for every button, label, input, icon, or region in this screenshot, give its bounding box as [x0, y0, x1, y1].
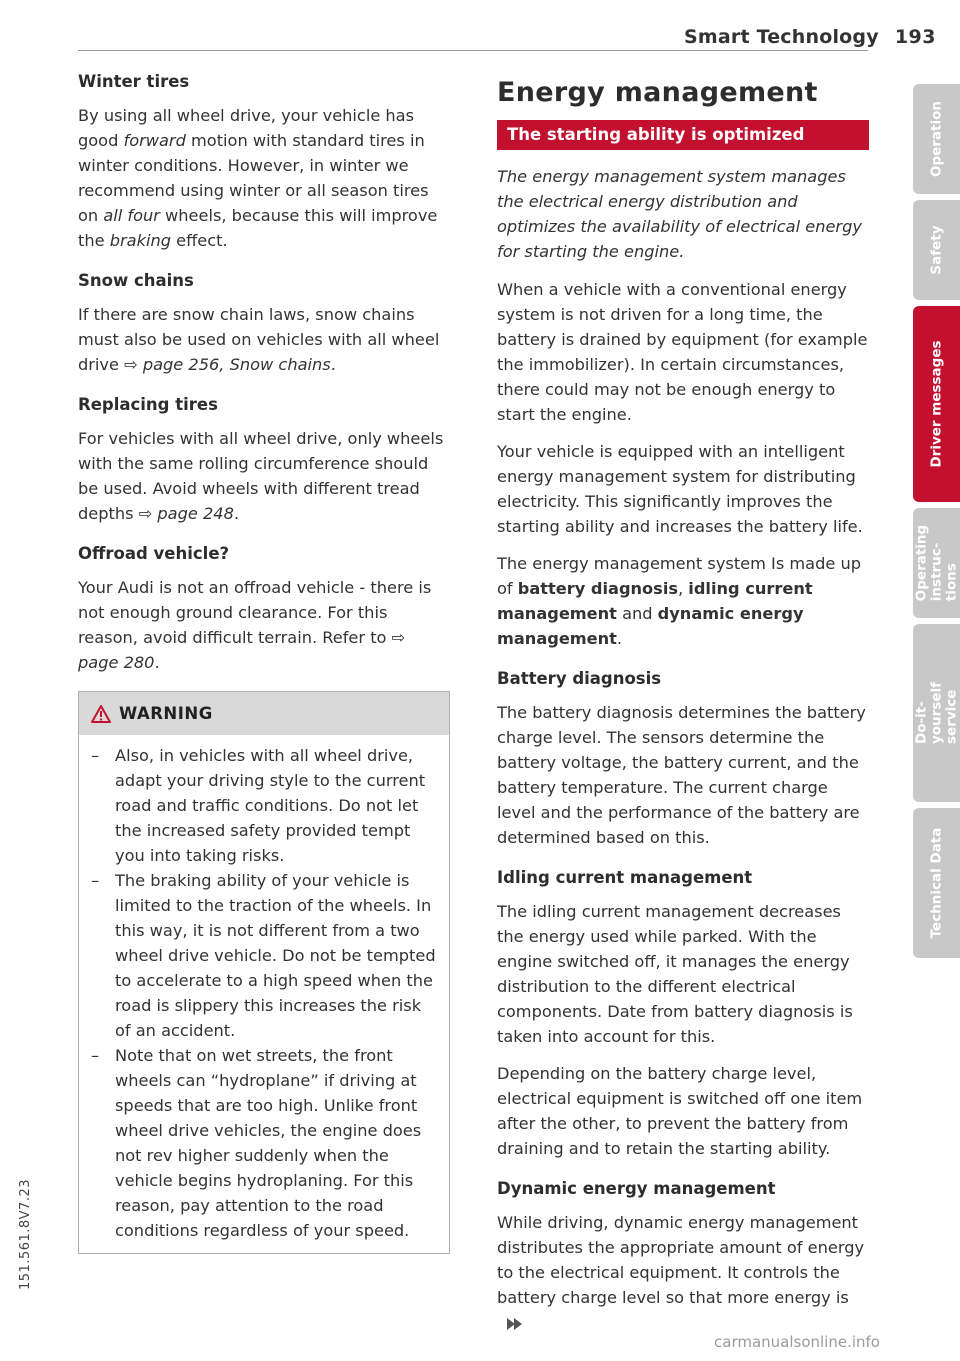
tab-technical-data[interactable]: Technical Data	[913, 808, 960, 958]
heading-dynamic-energy: Dynamic energy management	[497, 1179, 776, 1198]
heading-idling-current: Idling current management	[497, 868, 753, 887]
paragraph-replacing-tires: For vehicles with all wheel drive, only wheels with the same rolling circumference should be used. Avoid wheels with different tread depths ⇨ page 248.	[78, 429, 444, 523]
tab-safety[interactable]: Safety	[913, 200, 960, 300]
warning-title: WARNING	[119, 704, 213, 723]
tab-operating-instructions[interactable]: Operating instruc- tions	[913, 508, 960, 618]
tab-operation[interactable]: Operation	[913, 84, 960, 194]
paragraph-idling-current-1: The idling current management decreases the energy used while parked. With the engine switched off, it manages the energy distribution to the different electrical components. Date from battery diagnosis is taken into account for this.	[497, 902, 853, 1046]
page-number: 193	[894, 26, 936, 48]
warning-item: – The braking ability of your vehicle is limited to the traction of the wheels. In this way, it is not different from a two wheel drive vehicle. Do not be tempted to accelerate to a high speed when the road is slippery this increases the risk of an accident.	[91, 868, 437, 1043]
page-title: Energy management	[497, 77, 818, 108]
page-link-280[interactable]: ⇨ page 280	[78, 628, 406, 672]
watermark: carmanualsonline.info	[714, 1333, 880, 1351]
paragraph-snow-chains: If there are snow chain laws, snow chains must also be used on vehicles with all wheel drive ⇨ page 256, Snow chains.	[78, 305, 440, 374]
paragraph-intelligent-system: Your vehicle is equipped with an intelligent energy management system for distributing electricity. This significantly improves the starting ability and increases the battery life.	[497, 442, 863, 536]
document-code: 151.561.8V7.23	[18, 1179, 33, 1290]
warning-box	[78, 691, 450, 1254]
warning-item: – Note that on wet streets, the front wheels can “hydroplane” if driving at speeds that are too high. Unlike front wheel drive vehicles, the engine does not rev higher suddenly when the vehicle begins hydroplaning. For this reason, pay attention to the road conditions regardless of your speed.	[91, 1043, 437, 1243]
warning-list	[91, 743, 437, 1243]
right-column	[497, 70, 869, 1347]
left-column	[78, 70, 450, 1254]
paragraph-conventional-system: When a vehicle with a conventional energy system is not driven for a long time, the battery is drained by equipment (for example the immobilizer). In certain circumstances, there could may not be enough energy to start the engine.	[497, 280, 868, 424]
section-banner: The starting ability is optimized	[497, 120, 869, 150]
paragraph-winter-tires: By using all wheel drive, your vehicle has good forward motion with standard tires in winter conditions. However, in winter we recommend using winter or all season tires on all four wheels, because this will improve the braking effect.	[78, 106, 438, 250]
paragraph-offroad-vehicle: Your Audi is not an offroad vehicle - there is not enough ground clearance. For this reason, avoid difficult terrain. Refer to ⇨ page 280.	[78, 578, 432, 672]
header-rule	[78, 50, 868, 51]
warning-item: – Also, in vehicles with all wheel drive, adapt your driving style to the current road and traffic conditions. Do not let the increased safety provided tempt you into taking risks.	[91, 743, 437, 868]
warning-header	[79, 692, 449, 735]
heading-snow-chains: Snow chains	[78, 271, 194, 290]
page-link-256[interactable]: ⇨ page 256, Snow chains	[124, 355, 331, 374]
paragraph-dynamic-energy: While driving, dynamic energy management distributes the appropriate amount of energy to the electrical equipment. It controls the battery charge level so that more energy is	[497, 1210, 869, 1335]
section-title: Smart Technology	[684, 26, 879, 48]
tab-do-it-yourself-service[interactable]: Do-it-yourself service	[913, 624, 960, 802]
heading-replacing-tires: Replacing tires	[78, 395, 218, 414]
warning-triangle-icon	[91, 705, 111, 723]
intro-paragraph: The energy management system manages the electrical energy distribution and optimizes the availability of electrical energy for starting the engine.	[497, 167, 862, 261]
continue-arrow-icon	[507, 1318, 523, 1330]
tab-driver-messages[interactable]: Driver messages	[913, 306, 960, 502]
paragraph-battery-diagnosis: The battery diagnosis determines the battery charge level. The sensors determine the battery voltage, the battery current, and the battery temperature. The current charge level and the performance of the battery are determined based on this.	[497, 703, 866, 847]
page-header	[640, 26, 936, 50]
page-link-248[interactable]: ⇨ page 248	[138, 504, 234, 523]
paragraph-idling-current-2: Depending on the battery charge level, electrical equipment is switched off one item after the other, to prevent the battery from draining and to retain the starting ability.	[497, 1064, 863, 1158]
warning-body	[79, 735, 449, 1253]
heading-offroad-vehicle: Offroad vehicle?	[78, 544, 230, 563]
heading-winter-tires: Winter tires	[78, 72, 190, 91]
paragraph-system-components: The energy management system Is made up of battery diagnosis, idling current management and dynamic energy management.	[497, 554, 862, 648]
heading-battery-diagnosis: Battery diagnosis	[497, 669, 662, 688]
